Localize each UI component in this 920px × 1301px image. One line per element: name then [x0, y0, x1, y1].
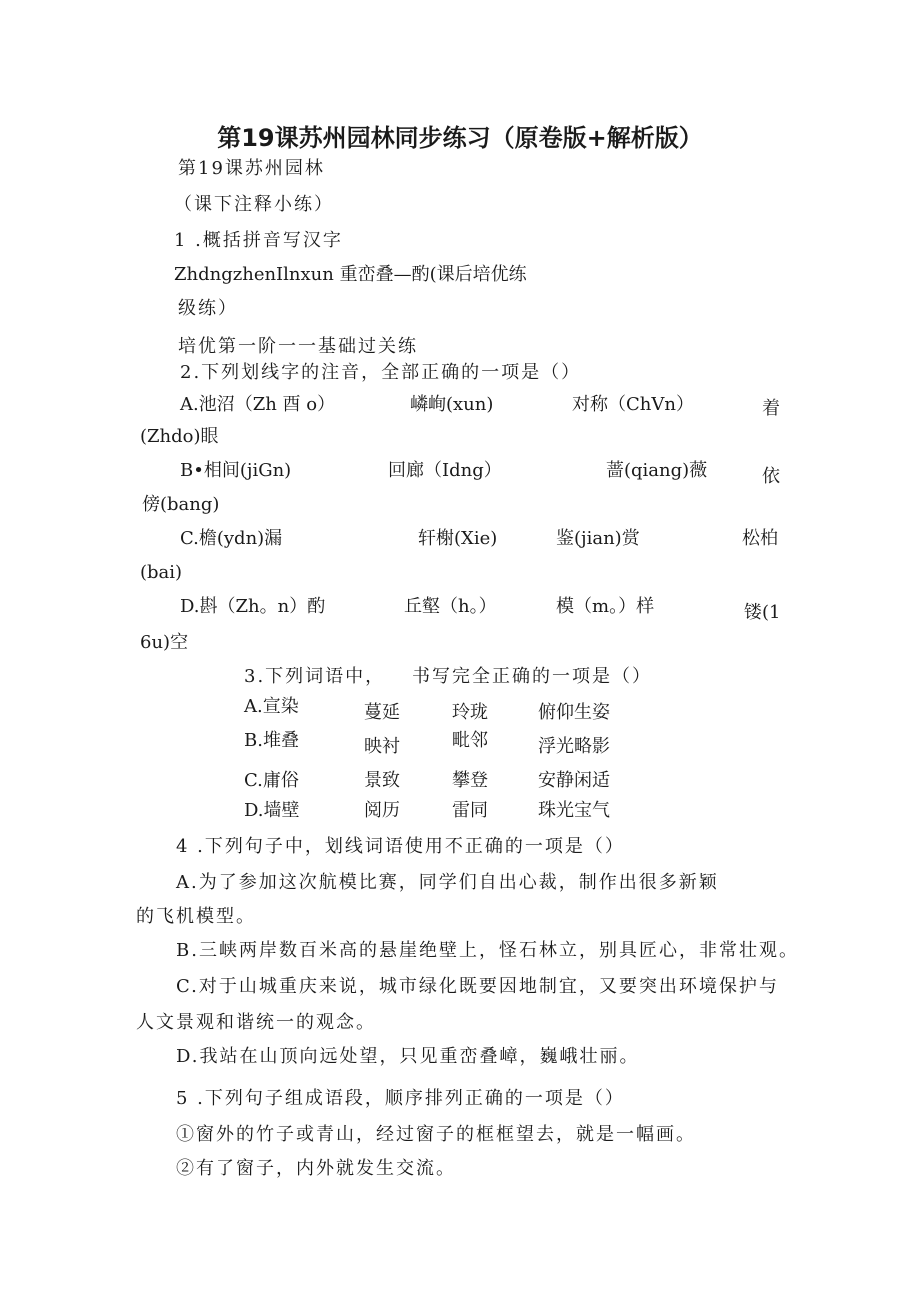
q2-option-b-4: 依 — [762, 466, 780, 487]
q2-option-b-3: 蔷(qiang)薇 — [606, 460, 708, 481]
q4-option-a: A.为了参加这次航模比赛，同学们自出心裁，制作出很多新颖 — [176, 872, 719, 893]
lesson-subtitle: 第19课苏州园林 — [178, 158, 325, 179]
q3-d-2: 阅历 — [364, 800, 400, 821]
section-notes-heading: （课下注释小练） — [174, 194, 334, 215]
q3-b-1: B.堆叠 — [244, 730, 299, 751]
q4-option-c-cont: 人文景观和谐统一的观念。 — [136, 1012, 376, 1033]
q3-b-4: 浮光略影 — [538, 736, 610, 757]
q2-option-c-4: 松柏 — [742, 528, 778, 549]
q3-b-3: 毗邻 — [452, 730, 488, 751]
q2-option-a-2: 嶙峋(xun) — [410, 394, 494, 415]
q3-a-3: 玲珑 — [452, 702, 488, 723]
q1-stem: 1 .概括拼音写汉字 — [174, 230, 343, 251]
q4-option-c: C.对于山城重庆来说，城市绿化既要因地制宜，又要突出环境保护与 — [176, 976, 779, 997]
q4-option-b: B.三峡两岸数百米高的悬崖绝壁上，怪石林立，别具匠心，非常壮观。 — [176, 940, 799, 961]
q3-a-1: A.宣染 — [244, 696, 299, 717]
q2-option-d-3: 模（m。）样 — [556, 596, 655, 617]
q2-option-d-4: 镂(1 — [744, 602, 781, 623]
q2-option-a-5: (Zhdo)眼 — [140, 426, 219, 447]
q4-option-d: D.我站在山顶向远处望，只见重峦叠嶂，巍峨壮丽。 — [176, 1046, 640, 1067]
q2-option-d-1: D.斟（Zh。n）酌 — [180, 596, 326, 617]
q2-option-a-4: 着 — [762, 398, 780, 419]
q2-option-b-1: B•相间(jiGn) — [180, 460, 292, 481]
q2-option-c-2: 轩榭(Xie) — [418, 528, 498, 549]
q2-option-c-5: (bai) — [140, 562, 183, 583]
q2-stem: 2.下列划线字的注音，全部正确的一项是（） — [180, 362, 582, 383]
q3-c-3: 攀登 — [452, 770, 488, 791]
q4-stem: 4 .下列句子中，划线词语使用不正确的一项是（） — [176, 836, 625, 857]
q3-d-4: 珠光宝气 — [538, 800, 610, 821]
q2-option-c-3: 鉴(jian)赏 — [556, 528, 640, 549]
q4-option-a-cont: 的飞机模型。 — [136, 906, 256, 927]
q2-option-a-1: A.池沼（Zh 酉 o） — [180, 394, 336, 415]
q2-option-d-5: 6u)空 — [140, 632, 189, 653]
q3-stem-2: 书写完全正确的一项是（） — [412, 666, 652, 687]
q5-stem: 5 .下列句子组成语段，顺序排列正确的一项是（） — [176, 1088, 625, 1109]
q1-pinyin-line: ZhdngzhenIlnxun 重峦叠—酌(课后培优练 — [174, 264, 527, 285]
q3-a-2: 蔓延 — [364, 702, 400, 723]
q3-c-2: 景致 — [364, 770, 400, 791]
q3-b-2: 映衬 — [364, 736, 400, 757]
q2-option-d-2: 丘壑（h。） — [404, 596, 497, 617]
q1-line-cont: 级练） — [178, 298, 238, 319]
page-title: 第19课苏州园林同步练习（原卷版+解析版） — [217, 124, 703, 152]
q3-c-1: C.庸俗 — [244, 770, 299, 791]
q3-stem: 3.下列词语中， — [244, 666, 386, 687]
q2-option-b-5: 傍(bang) — [142, 494, 220, 515]
q3-d-3: 雷同 — [452, 800, 488, 821]
q5-sentence-2: ②有了窗子，内外就发生交流。 — [176, 1158, 456, 1179]
q2-option-b-2: 回廊（Idng） — [388, 460, 502, 481]
stage-heading: 培优第一阶一一基础过关练 — [178, 336, 418, 357]
q3-a-4: 俯仰生姿 — [538, 702, 610, 723]
q2-option-c-1: C.檐(ydn)漏 — [180, 528, 283, 549]
q3-d-1: D.墙壁 — [244, 800, 300, 821]
q2-option-a-3: 对称（ChVn） — [572, 394, 694, 415]
q3-c-4: 安静闲适 — [538, 770, 610, 791]
q5-sentence-1: ①窗外的竹子或青山，经过窗子的框框望去，就是一幅画。 — [176, 1124, 696, 1145]
